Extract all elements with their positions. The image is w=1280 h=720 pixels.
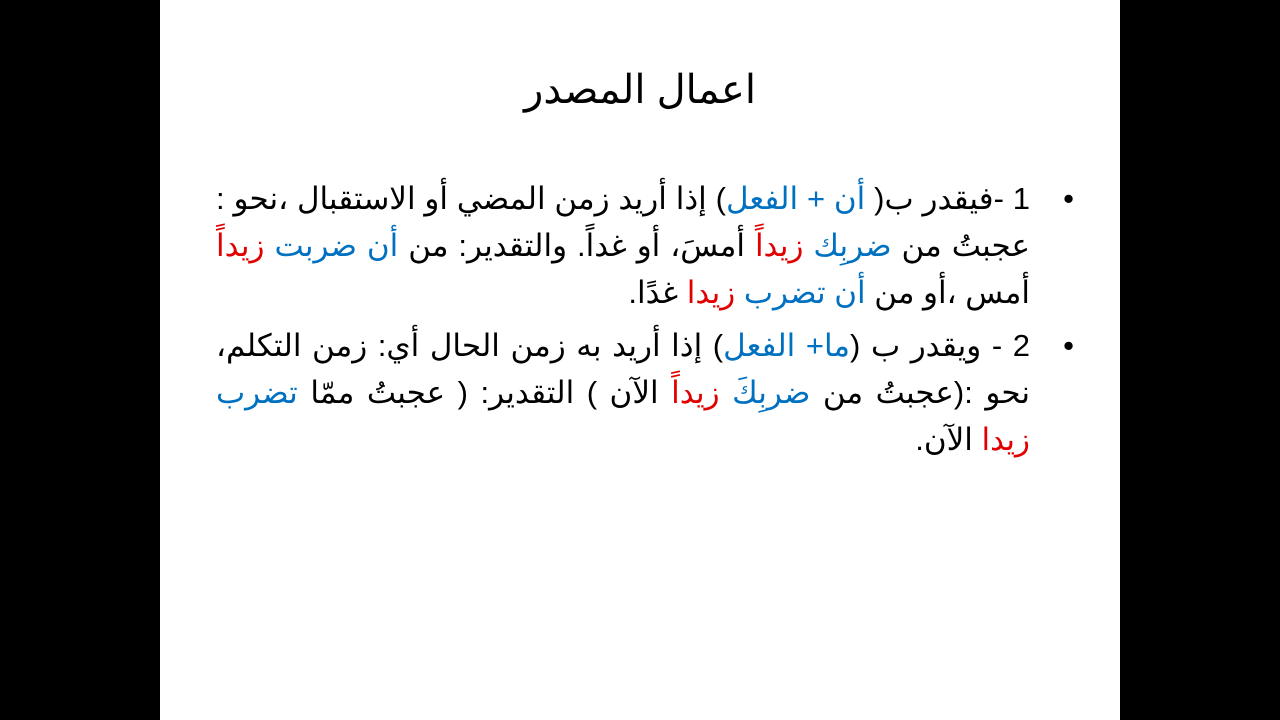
text-segment-black: ) إذا أريد زمن المضي أو الاستقبال ،نحو : عجبتُ من	[216, 181, 1030, 263]
text-segment-blue: أن تضرب	[743, 275, 866, 310]
text-segment-red: زيدا	[686, 275, 736, 310]
text-segment-red: زيداً	[754, 228, 804, 263]
slide	[160, 0, 1120, 720]
text-segment-black	[720, 375, 733, 410]
bullet-item-2	[216, 322, 1074, 463]
bullet-dot-icon: •	[1063, 181, 1074, 216]
text-segment-blue: ضربِكَ	[732, 375, 811, 410]
text-segment-red: زيداً	[671, 375, 720, 410]
text-segment-black: غدًا.	[628, 275, 687, 310]
bullet-item-1	[216, 175, 1074, 316]
text-segment-red: زيداً	[216, 228, 265, 263]
text-segment-black: أمس ،أو من	[865, 275, 1030, 310]
bullet-text	[216, 328, 1030, 457]
text-segment-black	[735, 275, 744, 310]
text-segment-black: الآن.	[915, 422, 982, 457]
slide-title: اعمال المصدر	[524, 68, 756, 112]
bullet-dot-icon: •	[1063, 328, 1074, 363]
text-segment-black: ) إذا أريد به زمن الحال أي: زمن التكلم، نحو :(عجبتُ من	[216, 328, 1030, 410]
text-segment-blue: ضربِك	[813, 228, 892, 263]
text-segment-black: الآن ) التقدير: ( عجبتُ ممّا	[297, 375, 672, 410]
text-segment-black	[264, 228, 274, 263]
text-segment-blue: تضرب	[216, 375, 298, 410]
text-segment-black: 1 -فيقدر ب(	[865, 181, 1030, 216]
text-segment-black: أمسَ، أو غداً. والتقدير: من	[398, 228, 755, 263]
bullet-text	[216, 181, 1030, 310]
text-segment-blue: أن + الفعل	[725, 181, 866, 216]
text-segment-blue: أن ضربت	[274, 228, 399, 263]
text-segment-black	[803, 228, 813, 263]
text-segment-black: 2 - ويقدر ب (	[850, 328, 1030, 363]
text-segment-blue: ما+ الفعل	[723, 328, 851, 363]
text-segment-red: زيدا	[981, 422, 1030, 457]
bullet-list	[216, 175, 1074, 469]
